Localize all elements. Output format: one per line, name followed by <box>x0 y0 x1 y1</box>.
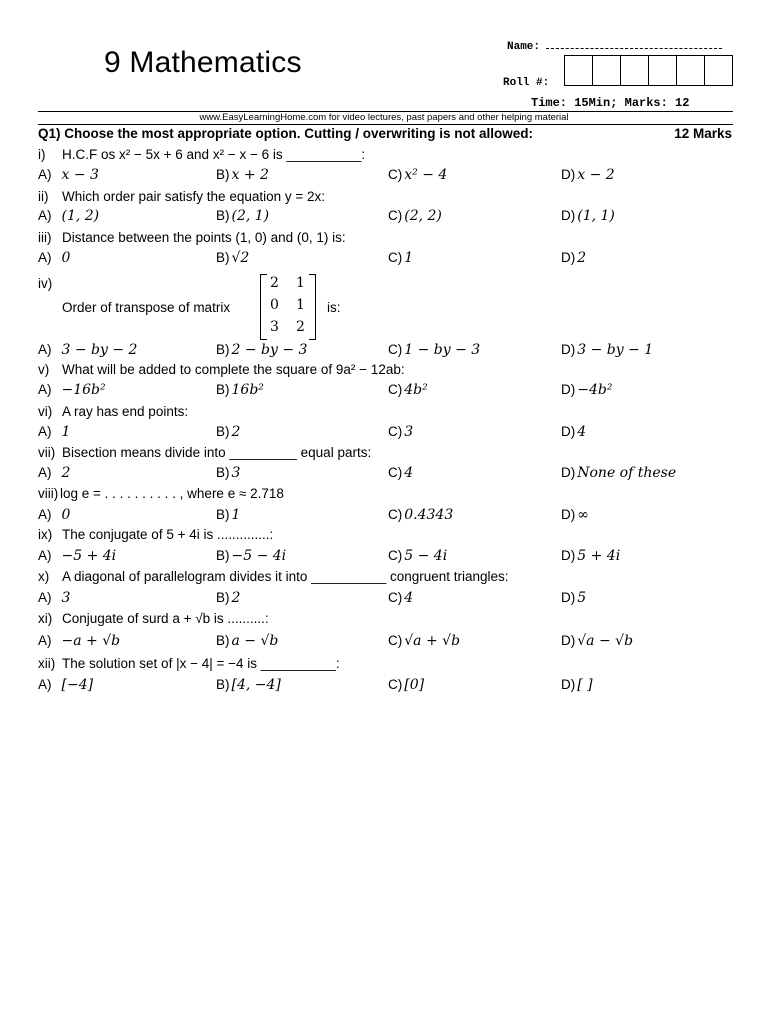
option-label: A) <box>38 633 52 648</box>
question-item <box>38 611 738 632</box>
options-row <box>38 208 738 229</box>
option-c[interactable] <box>388 590 413 606</box>
option-b[interactable] <box>216 633 278 649</box>
option-value: 5 <box>577 590 587 606</box>
question-text: Which order pair satisfy the equation y = 2x: <box>62 189 326 204</box>
question-text-after: is: <box>327 300 341 315</box>
website-note: www.EasyLearningHome.com for video lectures, past papers and other helping material <box>199 112 569 123</box>
option-a[interactable] <box>38 633 120 649</box>
question-number: viii) <box>38 486 59 501</box>
question-item <box>38 147 738 168</box>
option-label: A) <box>38 507 52 522</box>
option-label: B) <box>216 548 230 563</box>
option-b[interactable] <box>216 250 249 266</box>
option-c[interactable] <box>388 548 447 564</box>
question-number: vii) <box>38 445 56 460</box>
option-label: C) <box>388 507 403 522</box>
option-c[interactable] <box>388 167 447 183</box>
option-d[interactable] <box>561 250 586 266</box>
option-label: A) <box>38 167 52 182</box>
option-value: 3 <box>61 590 71 606</box>
option-value: 4b² <box>404 382 428 398</box>
question-text: log e = . . . . . . . . . . , where e ≈ 2.718 <box>60 486 284 501</box>
question-text: A ray has end points: <box>62 404 189 419</box>
option-value: [ ] <box>577 677 593 693</box>
option-label: D) <box>561 342 576 357</box>
option-label: B) <box>216 507 230 522</box>
option-value: 0 <box>61 507 71 523</box>
option-a[interactable] <box>38 507 70 523</box>
option-value: 1 − by − 3 <box>404 342 481 358</box>
name-line <box>546 39 722 49</box>
question-item <box>38 569 738 590</box>
option-value: 2 <box>577 250 587 266</box>
option-value: [−4] <box>61 677 94 693</box>
question-item <box>38 404 738 425</box>
option-label: D) <box>561 250 576 265</box>
question-item <box>38 445 738 466</box>
option-label: A) <box>38 250 52 265</box>
option-value: 1 <box>231 507 241 523</box>
question-number: ix) <box>38 527 53 542</box>
option-a[interactable] <box>38 382 106 398</box>
option-c[interactable] <box>388 250 413 266</box>
options-row <box>38 677 738 698</box>
matrix-cell: 1 <box>296 297 305 313</box>
options-row <box>38 424 738 445</box>
question-text: A diagonal of parallelogram divides it into __________ congruent triangles: <box>62 569 509 584</box>
question-number: ii) <box>38 189 49 204</box>
option-value: x + 2 <box>231 167 269 183</box>
option-label: B) <box>216 167 230 182</box>
option-b[interactable] <box>216 465 240 481</box>
option-label: A) <box>38 342 52 357</box>
name-label: Name: <box>507 41 541 53</box>
options-row <box>38 633 738 654</box>
option-label: B) <box>216 677 230 692</box>
matrix-cell: 0 <box>270 297 279 313</box>
option-d[interactable] <box>561 465 676 481</box>
matrix-cell: 2 <box>270 275 279 291</box>
option-d[interactable] <box>561 342 653 358</box>
option-value: (2, 2) <box>404 208 442 224</box>
question-item <box>38 230 738 251</box>
option-d[interactable] <box>561 677 593 693</box>
question-heading: Q1) Choose the most appropriate option. Cutting / overwriting is not allowed: <box>38 126 534 141</box>
question-text: The solution set of |x − 4| = −4 is __________: <box>62 656 340 671</box>
option-c[interactable] <box>388 677 424 693</box>
option-a[interactable] <box>38 548 116 564</box>
page-title: 9 Mathematics <box>104 46 302 79</box>
option-value: 5 + 4i <box>577 548 621 564</box>
option-value: 4 <box>577 424 587 440</box>
option-label: C) <box>388 424 403 439</box>
option-value: 5 − 4i <box>404 548 448 564</box>
option-label: C) <box>388 208 403 223</box>
option-label: D) <box>561 590 576 605</box>
option-label: D) <box>561 424 576 439</box>
option-label: D) <box>561 167 576 182</box>
roll-box[interactable] <box>705 56 732 85</box>
option-value: 1 <box>61 424 71 440</box>
option-label: B) <box>216 633 230 648</box>
option-a[interactable] <box>38 590 70 606</box>
question-number: xii) <box>38 656 56 671</box>
option-label: C) <box>388 590 403 605</box>
option-value: 3 − by − 2 <box>61 342 138 358</box>
option-value: a − √b <box>231 633 279 649</box>
option-label: D) <box>561 208 576 223</box>
question-text: Distance between the points (1, 0) and (0, 1) is: <box>62 230 346 245</box>
option-d[interactable] <box>561 548 620 564</box>
options-row <box>38 507 738 528</box>
option-d[interactable] <box>561 382 612 398</box>
option-b[interactable] <box>216 167 269 183</box>
option-b[interactable] <box>216 382 264 398</box>
option-label: C) <box>388 167 403 182</box>
matrix-bracket-right <box>309 274 316 340</box>
option-label: A) <box>38 465 52 480</box>
question-number: v) <box>38 362 50 377</box>
name-field[interactable] <box>507 39 722 53</box>
question-text: What will be added to complete the square of 9a² − 12ab: <box>62 362 405 377</box>
option-c[interactable] <box>388 507 453 523</box>
option-label: A) <box>38 382 52 397</box>
option-label: A) <box>38 590 52 605</box>
option-value: 16b² <box>231 382 264 398</box>
roll-box[interactable] <box>593 56 621 85</box>
option-label: C) <box>388 465 403 480</box>
option-value: 3 <box>231 465 241 481</box>
option-d[interactable] <box>561 208 615 224</box>
option-d[interactable] <box>561 424 586 440</box>
question-item <box>38 527 738 548</box>
option-label: B) <box>216 465 230 480</box>
option-d[interactable] <box>561 590 586 606</box>
option-label: B) <box>216 250 230 265</box>
option-d[interactable] <box>561 507 589 523</box>
option-label: B) <box>216 342 230 357</box>
options-row <box>38 590 738 611</box>
options-row <box>38 250 738 271</box>
matrix-bracket-left <box>260 274 267 340</box>
option-b[interactable] <box>216 507 240 523</box>
option-value: −a + √b <box>61 633 121 649</box>
option-value: [4, −4] <box>231 677 281 693</box>
option-d[interactable] <box>561 633 633 649</box>
question-item <box>38 272 438 342</box>
option-label: B) <box>216 424 230 439</box>
option-label: C) <box>388 677 403 692</box>
matrix-cell: 3 <box>270 319 279 335</box>
option-label: A) <box>38 208 52 223</box>
option-label: C) <box>388 250 403 265</box>
question-marks: 12 Marks <box>674 126 732 141</box>
question-item <box>38 656 738 677</box>
option-c[interactable] <box>388 465 413 481</box>
option-value: ∞ <box>577 507 589 523</box>
options-row <box>38 548 738 569</box>
option-b[interactable] <box>216 424 240 440</box>
option-value: x² − 4 <box>404 167 448 183</box>
option-value: 2 <box>61 465 71 481</box>
matrix <box>260 274 316 338</box>
option-d[interactable] <box>561 167 615 183</box>
option-label: D) <box>561 548 576 563</box>
time-marks: Time: 15Min; Marks: 12 <box>531 96 690 110</box>
option-b[interactable] <box>216 677 281 693</box>
option-label: D) <box>561 677 576 692</box>
option-value: None of these <box>577 465 677 481</box>
roll-label: Roll #: <box>503 77 550 89</box>
option-value: √a + √b <box>404 633 461 649</box>
question-text: H.C.F os x² − 5x + 6 and x² − x − 6 is __________: <box>62 147 366 162</box>
option-label: B) <box>216 590 230 605</box>
option-value: 3 − by − 1 <box>577 342 654 358</box>
option-value: 0 <box>61 250 71 266</box>
option-b[interactable] <box>216 208 269 224</box>
matrix-cell: 1 <box>296 275 305 291</box>
question-item <box>38 189 738 210</box>
option-a[interactable] <box>38 677 93 693</box>
option-value: 2 <box>231 590 241 606</box>
roll-box[interactable] <box>621 56 649 85</box>
roll-number-boxes[interactable] <box>564 55 733 86</box>
option-label: C) <box>388 633 403 648</box>
option-label: D) <box>561 465 576 480</box>
option-label: B) <box>216 382 230 397</box>
question-number: x) <box>38 569 50 584</box>
option-label: C) <box>388 342 403 357</box>
option-value: 1 <box>404 250 414 266</box>
option-a[interactable] <box>38 208 99 224</box>
question-number: i) <box>38 147 46 162</box>
option-c[interactable] <box>388 424 413 440</box>
option-c[interactable] <box>388 382 428 398</box>
divider-bottom <box>38 124 733 125</box>
roll-box[interactable] <box>649 56 677 85</box>
option-value: x − 3 <box>61 167 99 183</box>
option-b[interactable] <box>216 548 286 564</box>
option-value: −4b² <box>577 382 613 398</box>
option-label: B) <box>216 208 230 223</box>
option-value: −5 − 4i <box>231 548 287 564</box>
option-a[interactable] <box>38 250 70 266</box>
question-number: xi) <box>38 611 53 626</box>
option-value: −5 + 4i <box>61 548 117 564</box>
option-value: (1, 2) <box>61 208 100 224</box>
option-label: D) <box>561 382 576 397</box>
option-value: √a − √b <box>577 633 634 649</box>
option-label: C) <box>388 382 403 397</box>
option-a[interactable] <box>38 342 137 358</box>
option-value: 2 − by − 3 <box>231 342 308 358</box>
options-row <box>38 167 738 188</box>
option-c[interactable] <box>388 342 480 358</box>
option-b[interactable] <box>216 342 307 358</box>
option-value: (1, 1) <box>577 208 615 224</box>
roll-box[interactable] <box>565 56 593 85</box>
option-value: 4 <box>404 465 414 481</box>
option-value: 2 <box>231 424 241 440</box>
option-value: −16b² <box>61 382 106 398</box>
option-label: A) <box>38 424 52 439</box>
option-value: 4 <box>404 590 414 606</box>
option-label: D) <box>561 507 576 522</box>
option-value: x − 2 <box>577 167 615 183</box>
question-text: Order of transpose of matrix <box>62 300 231 315</box>
option-label: D) <box>561 633 576 648</box>
option-a[interactable] <box>38 424 70 440</box>
question-text: The conjugate of 5 + 4i is ..............: <box>62 527 274 542</box>
option-value: √2 <box>231 250 250 266</box>
roll-box[interactable] <box>677 56 705 85</box>
option-a[interactable] <box>38 465 70 481</box>
options-row <box>38 465 738 486</box>
option-label: A) <box>38 677 52 692</box>
option-label: A) <box>38 548 52 563</box>
question-item <box>38 362 738 383</box>
question-number: iv) <box>38 276 53 291</box>
options-row <box>38 382 738 403</box>
question-item <box>38 486 738 507</box>
options-row <box>38 342 738 363</box>
question-text: Conjugate of surd a + √b is ..........: <box>62 611 269 626</box>
option-value: 0.4343 <box>404 507 454 523</box>
option-value: 3 <box>404 424 414 440</box>
matrix-cell: 2 <box>296 319 305 335</box>
option-b[interactable] <box>216 590 240 606</box>
question-number: iii) <box>38 230 52 245</box>
option-c[interactable] <box>388 633 460 649</box>
option-label: C) <box>388 548 403 563</box>
option-c[interactable] <box>388 208 442 224</box>
question-number: vi) <box>38 404 53 419</box>
option-value: (2, 1) <box>231 208 270 224</box>
option-value: [0] <box>404 677 425 693</box>
option-a[interactable] <box>38 167 99 183</box>
question-text: Bisection means divide into _________ equal parts: <box>62 445 372 460</box>
